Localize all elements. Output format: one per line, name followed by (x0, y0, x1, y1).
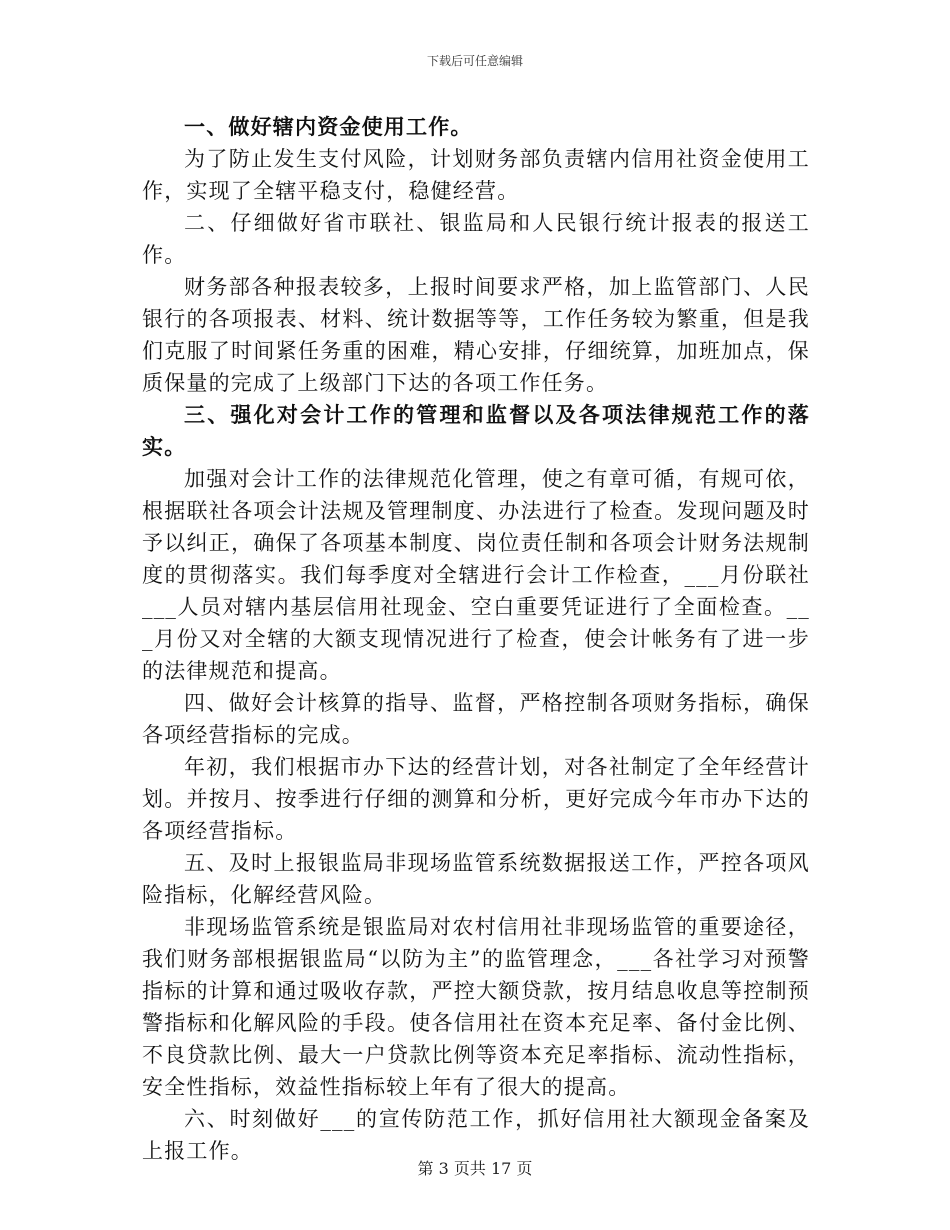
paragraph: 年初，我们根据市办下达的经营计划，对各社制定了全年经营计划。并按月、按季进行仔细的测算和分析，更好完成今年市办下达的各项经营指标。 (142, 755, 810, 843)
section-heading-2: 二、仔细做好省市联社、银监局和人民银行统计报表的报送工作。 (142, 211, 810, 267)
section-heading-5: 五、及时上报银监局非现场监管系统数据报送工作，严控各项风险指标，化解经营风险。 (142, 851, 810, 907)
section-heading-1: 一、做好辖内资金使用工作。 (184, 114, 473, 139)
page-header: 下载后可任意编辑 (426, 54, 523, 68)
section-heading-6: 六、时刻做好___的宣传防范工作，抓好信用社大额现金备案及上报工作。 (142, 1107, 810, 1163)
section-heading-3: 三、强化对会计工作的管理和监督以及各项法律规范工作的落实。 (142, 402, 810, 459)
document-body (142, 111, 810, 1167)
page-footer: 第 3 页共 17 页 (417, 1159, 533, 1178)
paragraph: 非现场监管系统是银监局对农村信用社非现场监管的重要途径，我们财务部根据银监局“以防为主”的监管理念，___各社学习对预警指标的计算和通过吸收存款，严控大额贷款，按月结息收息等控制预警指标和化解风险的手段。使各信用社在资本充足率、备付金比例、不良贷款比例、最大一户贷款比例等资本充足率指标、流动性指标，安全性指标，效益性指标较上年有了很大的提高。 (142, 915, 810, 1099)
paragraph: 为了防止发生支付风险，计划财务部负责辖内信用社资金使用工作，实现了全辖平稳支付，稳健经营。 (142, 147, 810, 203)
section-heading-4: 四、做好会计核算的指导、监督，严格控制各项财务指标，确保各项经营指标的完成。 (142, 691, 810, 747)
paragraph: 加强对会计工作的法律规范化管理，使之有章可循，有规可依，根据联社各项会计法规及管理制度、办法进行了检查。发现问题及时予以纠正，确保了各项基本制度、岗位责任制和各项会计财务法规制度的贯彻落实。我们每季度对全辖进行会计工作检查，___月份联社___人员对辖内基层信用社现金、空白重要凭证进行了全面检查。___月份又对全辖的大额支现情况进行了检查，使会计帐务有了进一步的法律规范和提高。 (142, 467, 810, 683)
paragraph: 财务部各种报表较多，上报时间要求严格，加上监管部门、人民银行的各项报表、材料、统计数据等等，工作任务较为繁重，但是我们克服了时间紧任务重的困难，精心安排，仔细统算，加班加点，保质保量的完成了上级部门下达的各项工作任务。 (142, 275, 810, 395)
